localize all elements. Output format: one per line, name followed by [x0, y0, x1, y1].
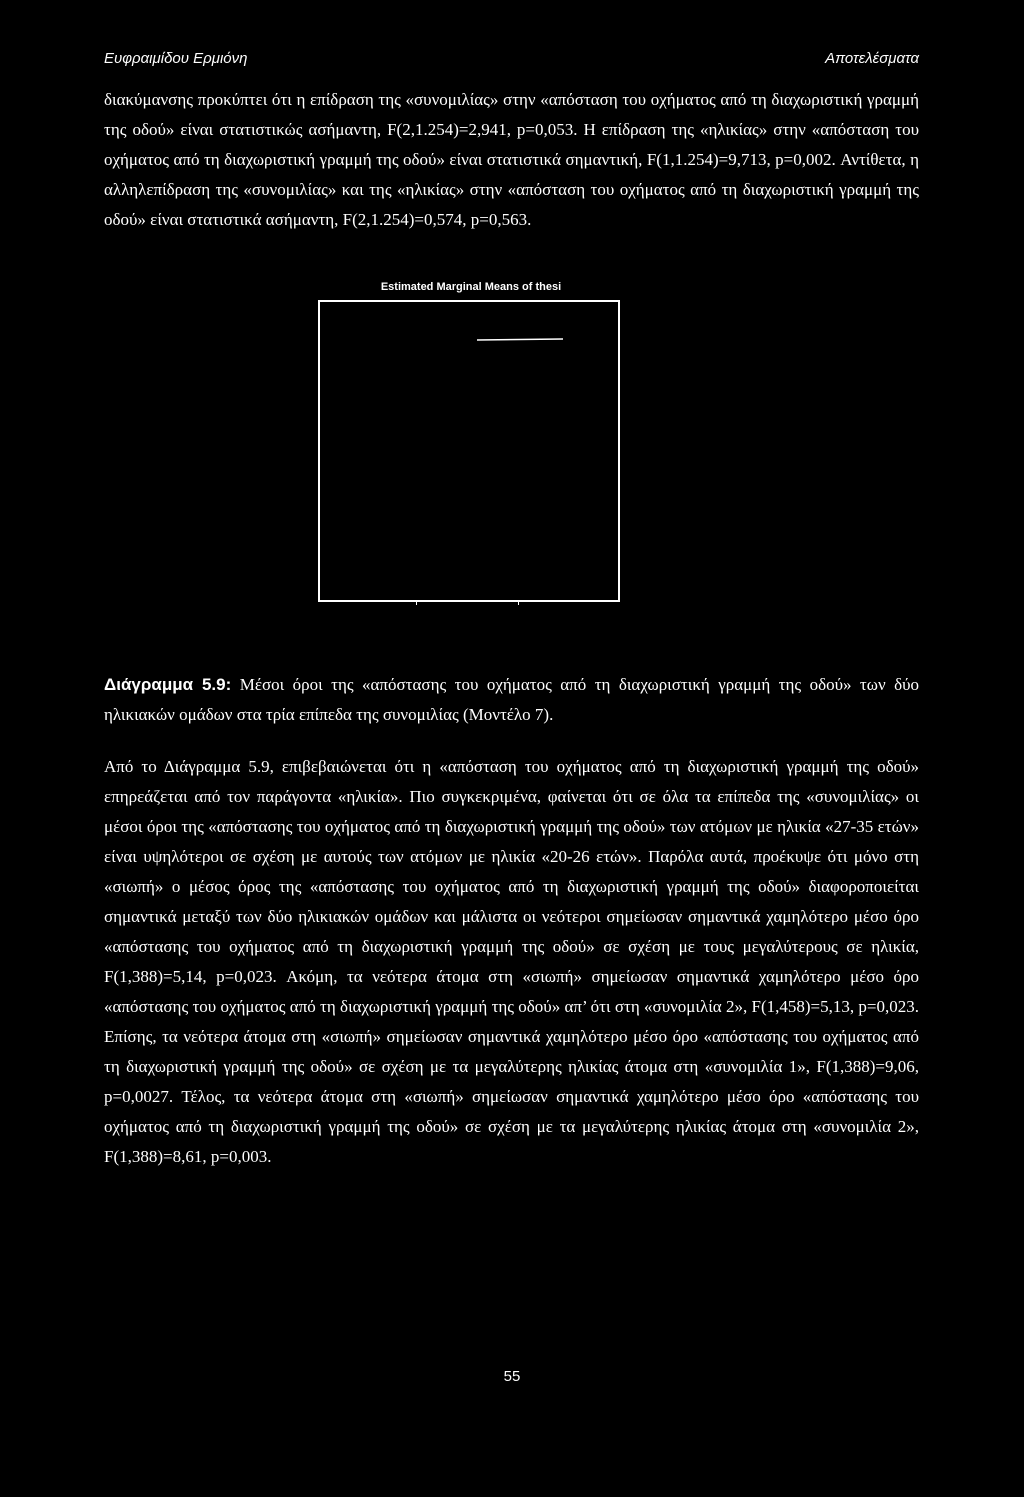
paragraph-discussion: Από το Διάγραμμα 5.9, επιβεβαιώνεται ότι η «απόσταση του οχήματος από τη διαχωριστική γραμμή της οδού» επηρεάζεται από τον παράγοντα «ηλικία». Πιο συγκεκριμένα, φαίνεται ότι σε όλα τα επίπεδα της «συνομιλίας» οι μέσοι όροι της «απόστασης του οχήματος από τη διαχωριστική γραμμή της οδού» των ατόμων με ηλικία «27-35 ετών» είναι υψηλότεροι σε σχέση με αυτούς των ατόμων με ηλικία «20-26 ετών». Παρόλα αυτά, προέκυψε ότι μόνο στη «σιωπή» ο μέσος όρος της «απόστασης του οχήματος από τη διαχωριστική γραμμή της οδού» διαφοροποιείται σημαντικά μεταξύ των δύο ηλικιακών ομάδων και μάλιστα οι νεότεροι σημείωσαν σημαντικά χαμηλότερο μέσο όρο «απόστασης του οχήματος από τη διαχωριστική γραμμή της οδού» σε σχέση με τους μεγαλύτερους σε ηλικία, F(1,388)=5,14, p=0,023. Ακόμη, τα νεότερα άτομα στη «σιωπή» σημείωσαν σημαντικά χαμηλότερο μέσο όρο «απόστασης του οχήματος από τη διαχωριστική γραμμή της οδού» απ’ ότι στη «συνομιλία 2», F(1,458)=5,13, p=0,023. Επίσης, τα νεότερα άτομα στη «σιωπή» σημείωσαν σημαντικά χαμηλότερο μέσο όρο «απόστασης του οχήματος από τη διαχωριστική γραμμή της οδού» σε σχέση με τα μεγαλύτερης ηλικίας άτομα στη «συνομιλία 1», F(1,388)=9,06, p=0,0027. Τέλος, τα νεότερα άτομα στη «σιωπή» σημείωσαν σημαντικά χαμηλότερο μέσο όρο «απόστασης του οχήματος από τη διαχωριστική γραμμή της οδού» σε σχέση με τα μεγαλύτερης ηλικίας άτομα στη «συνομιλία 2», F(1,388)=8,61, p=0,003. — [104, 757, 919, 1166]
chart-title: Estimated Marginal Means of thesi — [380, 281, 562, 293]
figure-caption-label: Διάγραμμα 5.9: — [104, 675, 232, 694]
x-axis-tick — [518, 600, 519, 605]
header-author: Ευφραιμίδου Ερμιόνη — [104, 50, 248, 67]
x-axis-tick — [416, 600, 417, 605]
chart-series-line — [477, 338, 563, 341]
figure-caption-text: Μέσοι όροι της «απόστασης του οχήματος από τη διαχωριστική γραμμή της οδού» των δύο ηλικιακών ομάδων στα τρία επίπεδα της συνομιλίας (Μοντέλο 7). — [104, 675, 919, 724]
running-header — [104, 50, 919, 72]
figure-caption — [104, 670, 919, 730]
header-section: Αποτελέσματα — [825, 50, 919, 67]
page-number: 55 — [503, 1368, 521, 1385]
chart-plot-area — [318, 300, 620, 602]
chart-figure — [310, 280, 632, 630]
paragraph-anova-results: διακύμανσης προκύπτει ότι η επίδραση της «συνομιλίας» στην «απόσταση του οχήματος από τη διαχωριστική γραμμή της οδού» είναι στατιστικώς ασήμαντη, F(2,1.254)=2,941, p=0,053. Η επίδραση της «ηλικίας» στην «απόσταση του οχήματος από τη διαχωριστική γραμμή της οδού» είναι στατιστικά σημαντική, F(1,1.254)=9,713, p=0,002. Αντίθετα, η αλληλεπίδραση της «συνομιλίας» και της «ηλικίας» στην «απόσταση του οχήματος από τη διαχωριστική γραμμή της οδού» είναι στατιστικά ασήμαντη, F(2,1.254)=0,574, p=0,563. — [104, 90, 919, 229]
